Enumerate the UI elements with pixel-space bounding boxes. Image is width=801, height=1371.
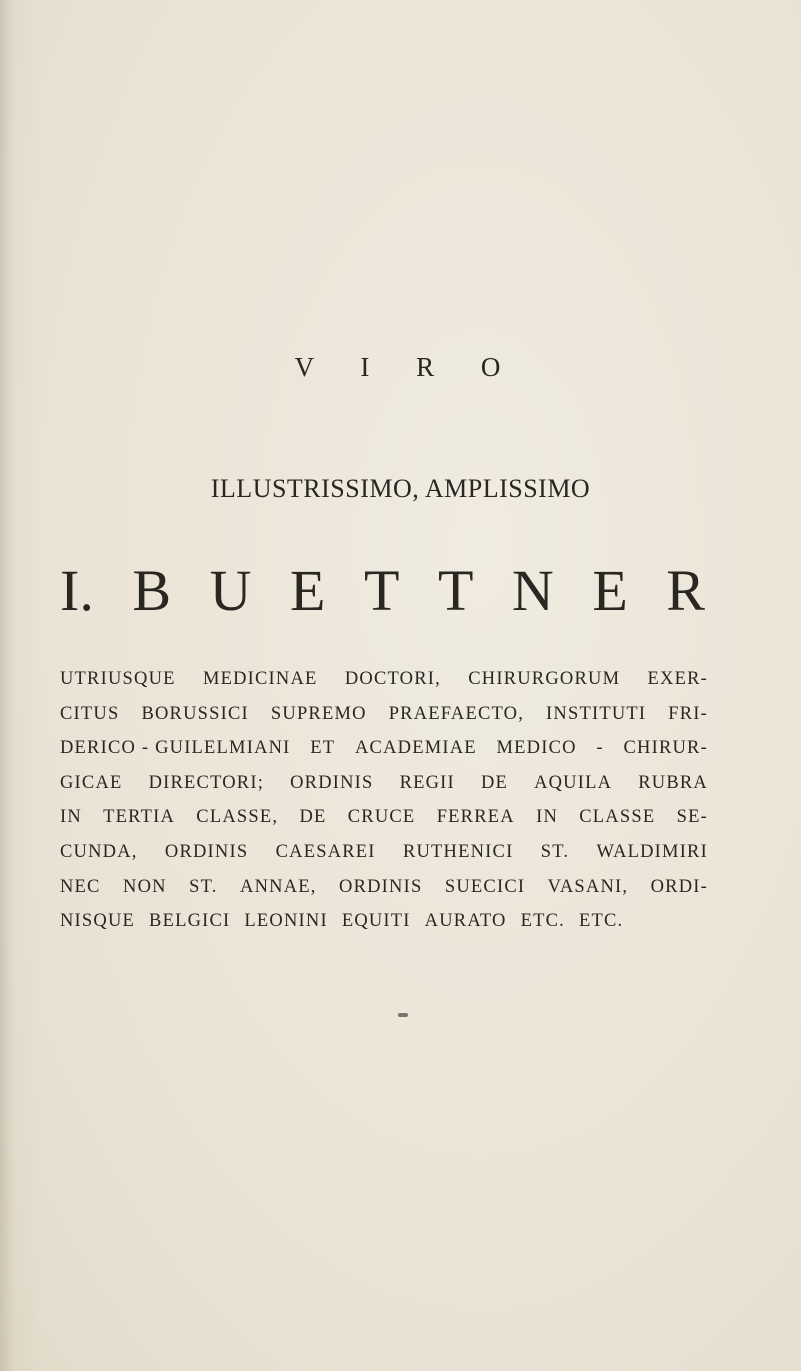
body-word: LEONINI bbox=[244, 911, 328, 932]
name-letter: T bbox=[363, 558, 400, 623]
name-letter: E bbox=[290, 558, 326, 623]
body-line bbox=[60, 835, 708, 870]
body-word: ETC. bbox=[578, 911, 624, 932]
body-word: ACADEMIAE bbox=[355, 738, 477, 759]
dedicatee-name bbox=[60, 558, 705, 623]
body-word: ANNAE, bbox=[240, 876, 317, 897]
body-word: MEDICINAE bbox=[202, 669, 318, 689]
name-letter: I. bbox=[60, 558, 94, 623]
name-letter: B bbox=[132, 558, 172, 623]
dedication-epithet: ILLUSTRISSIMO, AMPLISSIMO bbox=[210, 474, 591, 503]
body-word: DE bbox=[480, 772, 509, 793]
body-word: DOCTORI, bbox=[344, 669, 441, 689]
body-word: UTRIUSQUE bbox=[60, 669, 176, 689]
body-word: ORDINIS bbox=[164, 841, 249, 862]
dedication-viro: V I R O bbox=[294, 352, 521, 382]
body-line bbox=[60, 697, 708, 732]
ink-speck bbox=[398, 1013, 408, 1017]
body-word: TERTIA bbox=[103, 807, 176, 828]
body-word: FRI- bbox=[668, 703, 708, 724]
body-word: CAESAREI bbox=[275, 841, 376, 862]
body-line bbox=[60, 904, 708, 939]
body-word: ETC. bbox=[520, 911, 565, 932]
body-word: EQUITI bbox=[341, 911, 411, 932]
body-word: CHIRUR- bbox=[623, 738, 708, 759]
body-word: DERICO - GUILELMIANI bbox=[60, 738, 291, 759]
body-word: SUPREMO bbox=[270, 703, 367, 724]
body-word: DE bbox=[299, 807, 327, 828]
body-word: GICAE bbox=[60, 772, 123, 793]
body-word: VASANI, bbox=[547, 876, 629, 897]
body-word: SUECICI bbox=[444, 876, 526, 897]
body-line bbox=[60, 870, 708, 905]
body-line bbox=[60, 662, 708, 697]
body-word: CUNDA, bbox=[60, 841, 138, 862]
body-word: INSTITUTI bbox=[546, 703, 647, 724]
body-line bbox=[60, 731, 708, 766]
body-word: RUTHENICI bbox=[402, 841, 514, 862]
body-word: ET bbox=[310, 738, 336, 759]
name-letter: N bbox=[511, 558, 554, 623]
body-word: MEDICO bbox=[496, 738, 577, 759]
name-letter: R bbox=[666, 558, 705, 623]
body-word: SE- bbox=[676, 807, 708, 828]
body-word: NISQUE bbox=[60, 911, 136, 932]
name-letter: T bbox=[437, 558, 474, 623]
body-word: ST. bbox=[540, 841, 570, 862]
body-word: BORUSSICI bbox=[141, 703, 249, 724]
body-word: IN bbox=[536, 807, 558, 828]
body-word: REGII bbox=[399, 772, 455, 793]
body-word: ST. bbox=[189, 876, 218, 897]
body-word: CITUS bbox=[60, 703, 120, 724]
body-word: ORDINIS bbox=[290, 772, 374, 793]
name-letter: E bbox=[592, 558, 628, 623]
body-word: NEC bbox=[60, 876, 101, 897]
body-word: CHIRURGORUM bbox=[468, 669, 621, 689]
body-word: EXER- bbox=[647, 669, 708, 689]
body-word: CLASSE bbox=[579, 807, 656, 828]
body-word: AURATO bbox=[424, 911, 507, 932]
body-word: - bbox=[596, 738, 604, 759]
name-letter: U bbox=[209, 558, 252, 623]
body-word: BELGICI bbox=[149, 911, 231, 932]
body-word: CLASSE, bbox=[196, 807, 279, 828]
body-line bbox=[60, 800, 708, 835]
body-word: DIRECTORI; bbox=[148, 772, 265, 793]
body-word: WALDIMIRI bbox=[596, 841, 708, 862]
body-word: AQUILA bbox=[534, 772, 613, 793]
body-word: PRAEFAECTO, bbox=[388, 703, 525, 724]
body-word: FERREA bbox=[436, 807, 515, 828]
body-word: ORDINIS bbox=[339, 876, 423, 897]
dedication-body bbox=[60, 662, 708, 939]
body-word: CRUCE bbox=[347, 807, 416, 828]
body-word: IN bbox=[60, 807, 82, 828]
body-word: ORDI- bbox=[650, 876, 708, 897]
body-word: NON bbox=[123, 876, 167, 897]
body-line bbox=[60, 766, 708, 801]
body-word: RUBRA bbox=[638, 772, 708, 793]
